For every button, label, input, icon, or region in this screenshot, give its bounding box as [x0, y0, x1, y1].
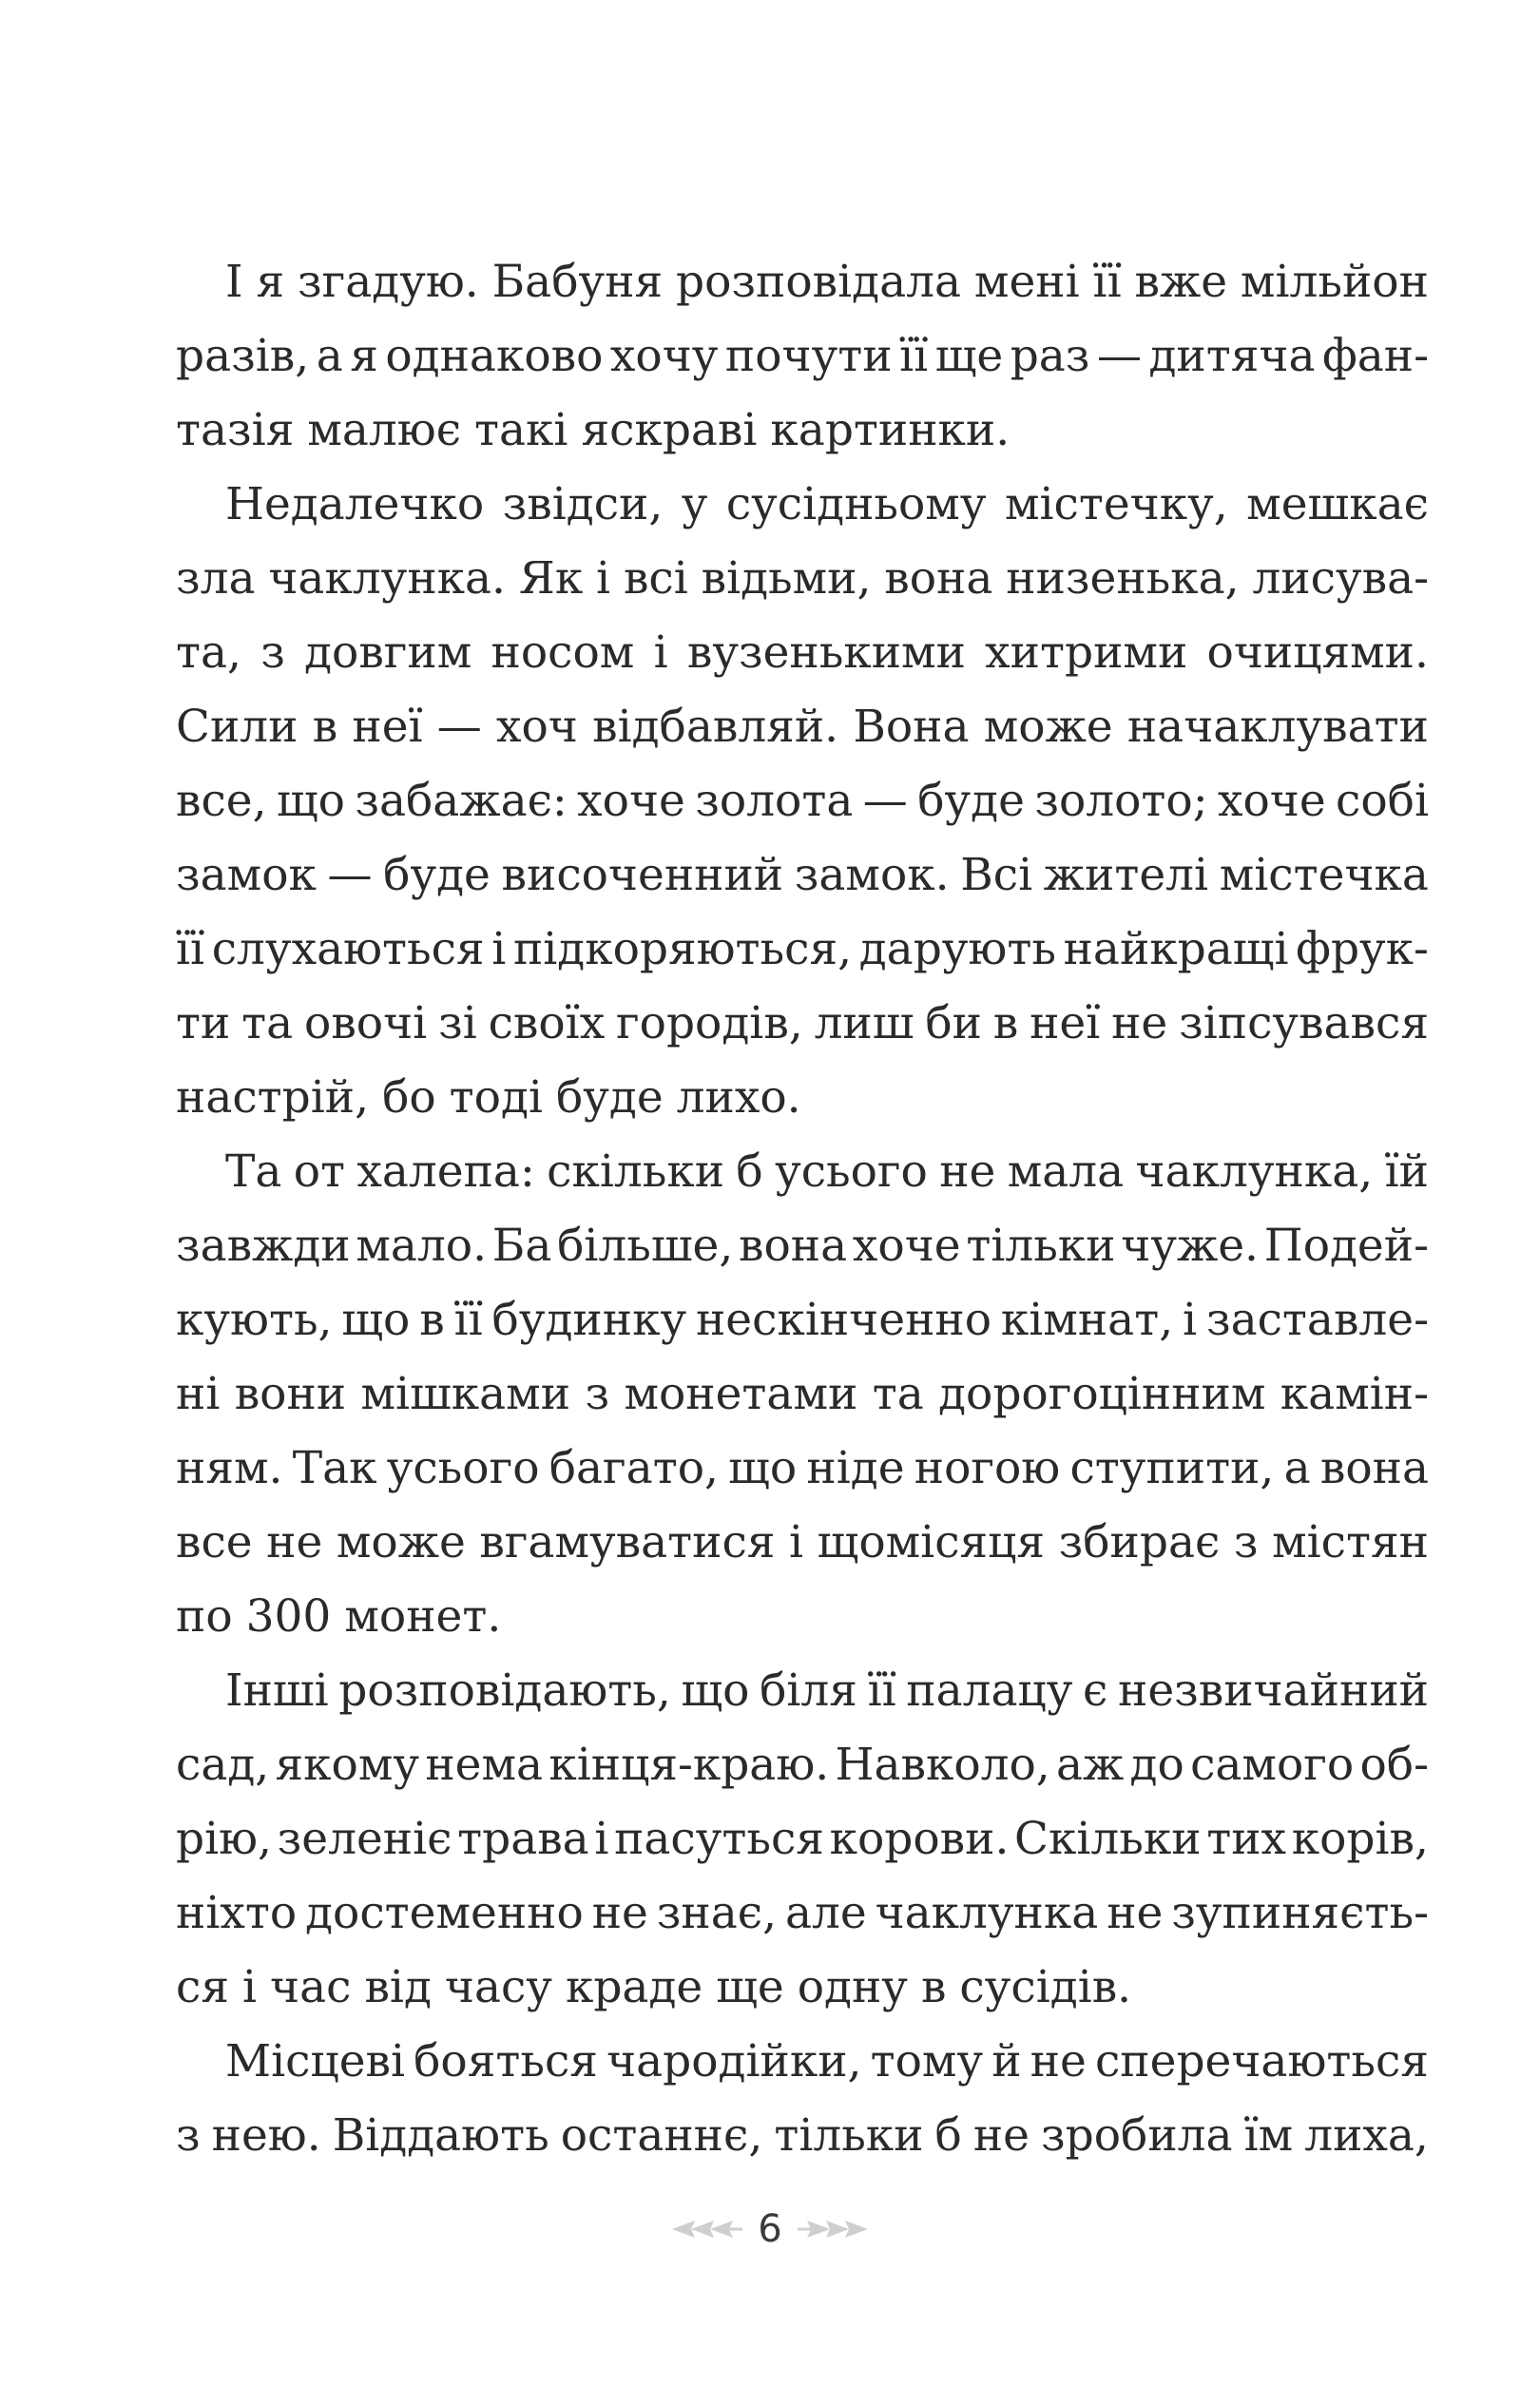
word: не — [1030, 2035, 1087, 2088]
word: в — [419, 1294, 445, 1346]
word: — — [436, 701, 482, 753]
text-line — [176, 1728, 1429, 1802]
word: слухаються — [211, 923, 485, 975]
word: такі — [474, 404, 568, 456]
word: розповідала — [676, 256, 962, 308]
word: бояться — [414, 2035, 598, 2088]
text-line — [176, 1283, 1429, 1357]
word: Навколо, — [835, 1739, 1050, 1791]
text-line — [176, 394, 1429, 468]
text-line — [176, 1951, 1429, 2025]
word: чаклунка, — [1135, 1145, 1374, 1198]
word: лихо. — [676, 1071, 801, 1124]
text-line — [176, 987, 1429, 1061]
word: рію, — [176, 1813, 272, 1865]
word: Так — [292, 1442, 377, 1494]
word: не — [1111, 997, 1168, 1049]
word: дарують — [858, 923, 1056, 975]
word: і — [594, 1813, 609, 1865]
word: — — [1096, 330, 1142, 382]
word: і — [789, 1516, 804, 1568]
word: підкоряються, — [512, 923, 853, 975]
word: замок. — [794, 849, 950, 901]
word: замок — [176, 849, 317, 901]
word: настрій, — [176, 1071, 370, 1124]
word: золото; — [1034, 775, 1208, 827]
word: якому — [275, 1739, 420, 1791]
word: тих — [1206, 1813, 1287, 1865]
word: від — [364, 1961, 432, 2013]
word: вони — [234, 1368, 347, 1420]
word: Інші — [225, 1664, 329, 1717]
word: що — [728, 1442, 798, 1494]
word: фан- — [1321, 330, 1429, 382]
word: і — [596, 552, 611, 605]
word: халепа: — [356, 1145, 535, 1198]
word: Ба — [491, 1220, 552, 1272]
word: пасуться — [614, 1813, 824, 1865]
word: малює — [307, 404, 462, 456]
text-line — [176, 764, 1429, 838]
word: щомісяця — [817, 1516, 1046, 1568]
word: сперечаються — [1094, 2035, 1429, 2088]
word: що — [341, 1294, 411, 1346]
right-ornament-icon — [796, 2218, 870, 2241]
text-line — [176, 1432, 1429, 1506]
text-line — [176, 1654, 1429, 1728]
word: Недалечко — [225, 478, 485, 530]
word: мішками — [360, 1368, 571, 1420]
word: довгим — [304, 626, 472, 679]
word: не — [939, 1145, 996, 1198]
word: згадую. — [298, 256, 479, 308]
word: І — [225, 256, 243, 308]
word: хитрими — [985, 626, 1188, 679]
text-line — [176, 838, 1429, 913]
word: от — [293, 1145, 346, 1198]
word: містечку, — [1004, 478, 1228, 530]
word: яскраві — [581, 404, 758, 456]
word: лисува- — [1252, 552, 1429, 605]
word: лиха, — [1304, 2109, 1429, 2162]
word: з — [585, 1368, 610, 1420]
word: кінця-краю. — [549, 1739, 830, 1791]
word: ти — [176, 997, 231, 1049]
word: буде — [383, 849, 491, 901]
word: золота — [695, 775, 854, 827]
word: низенька, — [1006, 552, 1240, 605]
word: ступити, — [1069, 1442, 1275, 1494]
word: лиш — [814, 997, 914, 1049]
word: може — [336, 1516, 466, 1568]
word: корови. — [829, 1813, 1010, 1865]
word: мені — [973, 256, 1080, 308]
word: чародійки, — [606, 2035, 862, 2088]
text-line — [176, 1580, 1429, 1654]
word: зробила — [1041, 2109, 1233, 2162]
word: самого — [1190, 1739, 1355, 1791]
word: однаково — [385, 330, 604, 382]
word: будинку — [491, 1294, 687, 1346]
text-line — [176, 2025, 1429, 2099]
word: би — [925, 997, 982, 1049]
word: сад, — [176, 1739, 270, 1791]
word: нескінченно — [695, 1294, 992, 1346]
word: ням. — [176, 1442, 283, 1494]
word: багато, — [549, 1442, 719, 1494]
word: чаклунка. — [268, 552, 507, 605]
word: все, — [176, 775, 267, 827]
word: нема — [425, 1739, 544, 1791]
word: до — [1129, 1739, 1184, 1791]
word: все — [176, 1516, 253, 1568]
word: їм — [1243, 2109, 1294, 2162]
word: хоч — [496, 701, 578, 753]
word: не — [591, 1887, 648, 1939]
word: вона — [884, 552, 993, 605]
word: зеленіє — [277, 1813, 452, 1865]
word: її — [867, 1664, 896, 1717]
word: містечка — [1219, 849, 1429, 901]
page-number: 6 — [758, 2207, 782, 2251]
text-line — [176, 913, 1429, 987]
body-text — [176, 245, 1429, 2173]
word: її — [453, 1294, 483, 1346]
word: і — [653, 626, 668, 679]
word: її — [899, 330, 929, 382]
word: — — [862, 775, 908, 827]
word: сусідів. — [959, 1961, 1132, 2013]
word: а — [316, 330, 343, 382]
word: — — [327, 849, 373, 901]
word: зі — [438, 997, 477, 1049]
word: височенний — [501, 849, 784, 901]
word: не — [1107, 1887, 1164, 1939]
word: ся — [176, 1961, 229, 2013]
word: зіпсувався — [1179, 997, 1429, 1049]
word: об- — [1359, 1739, 1429, 1791]
word: ні — [176, 1368, 221, 1420]
word: я — [256, 256, 285, 308]
text-line — [176, 616, 1429, 690]
word: що — [276, 775, 345, 827]
word: сусідньому — [725, 478, 987, 530]
text-line — [176, 1135, 1429, 1209]
word: краде — [565, 1961, 703, 2013]
word: монет. — [344, 1590, 502, 1643]
word: усього — [775, 1145, 928, 1198]
word: і — [491, 923, 507, 975]
word: вже — [1134, 256, 1228, 308]
word: одну — [797, 1961, 908, 2013]
word: Та — [225, 1145, 282, 1198]
word: очицями. — [1206, 626, 1429, 679]
word: трава — [457, 1813, 589, 1865]
word: Як — [518, 552, 584, 605]
left-ornament-icon — [670, 2218, 744, 2241]
word: тазія — [176, 404, 295, 456]
word: і — [241, 1961, 258, 2013]
word: раз — [1010, 330, 1090, 382]
word: збирає — [1058, 1516, 1221, 1568]
text-line — [176, 468, 1429, 542]
word: Скільки — [1014, 1813, 1202, 1865]
word: завжди — [176, 1220, 351, 1272]
word: городів, — [616, 997, 803, 1049]
word: й — [991, 2035, 1022, 2088]
word: усього — [386, 1442, 540, 1494]
word: Сили — [176, 701, 298, 753]
word: є — [1083, 1664, 1108, 1717]
text-line — [176, 1061, 1429, 1135]
word: з — [260, 626, 285, 679]
word: буде — [555, 1071, 664, 1124]
word: скільки — [547, 1145, 725, 1198]
word: носом — [491, 626, 635, 679]
word: ногою — [914, 1442, 1061, 1494]
word: Вона — [853, 701, 970, 753]
word: з — [1233, 1516, 1259, 1568]
word: зла — [176, 552, 256, 605]
word: тільки — [774, 2109, 924, 2162]
word: а — [1283, 1442, 1311, 1494]
word: б — [934, 2109, 962, 2162]
word: в — [920, 1961, 947, 2013]
word: час — [270, 1961, 352, 2013]
word: картинки. — [770, 404, 1011, 456]
word: начаклувати — [1126, 701, 1429, 753]
word: палацу — [906, 1664, 1073, 1717]
word: їй — [1384, 1145, 1429, 1198]
word: її — [1092, 256, 1122, 308]
text-line — [176, 1506, 1429, 1580]
word: неї — [1030, 997, 1101, 1049]
word: всі — [623, 552, 688, 605]
word: хоче — [852, 1220, 961, 1272]
word: неї — [352, 701, 423, 753]
word: заставле- — [1205, 1294, 1429, 1346]
word: своїх — [488, 997, 606, 1049]
word: не — [266, 1516, 323, 1568]
word: кімнат, — [1000, 1294, 1174, 1346]
word: дорогоцінним — [938, 1368, 1266, 1420]
word: вгамуватися — [479, 1516, 776, 1568]
word: більше, — [557, 1220, 734, 1272]
word: жителі — [1043, 849, 1209, 901]
word: бо — [382, 1071, 436, 1124]
word: ще — [934, 330, 1004, 382]
word: відьми, — [701, 552, 872, 605]
word: камін- — [1280, 1368, 1429, 1420]
word: монетами — [624, 1368, 858, 1420]
word: мало. — [356, 1220, 488, 1272]
word: достеменно — [305, 1887, 584, 1939]
word: найкращі — [1063, 923, 1289, 975]
word: часу — [444, 1961, 552, 2013]
word: Бабуня — [491, 256, 664, 308]
text-line — [176, 319, 1429, 394]
word: тільки — [966, 1220, 1116, 1272]
word: містян — [1272, 1516, 1429, 1568]
word: б — [736, 1145, 763, 1198]
word: фрук- — [1296, 923, 1429, 975]
text-line — [176, 1876, 1429, 1951]
word: в — [992, 997, 1019, 1049]
word: не — [972, 2109, 1030, 2162]
text-line — [176, 1209, 1429, 1283]
word: собі — [1336, 775, 1429, 827]
word: нею. — [211, 2109, 321, 2162]
word: та, — [176, 626, 241, 679]
word: розповідають, — [338, 1664, 671, 1717]
word: тоді — [449, 1071, 543, 1124]
text-line — [176, 1802, 1429, 1876]
word: забажає: — [355, 775, 568, 827]
word: знає, — [656, 1887, 778, 1939]
word: Подей- — [1263, 1220, 1429, 1272]
word: у — [681, 478, 708, 530]
word: по — [176, 1590, 233, 1643]
word: вузенькими — [686, 626, 966, 679]
word: почути — [724, 330, 893, 382]
word: хочу — [609, 330, 719, 382]
text-line — [176, 690, 1429, 764]
word: Місцеві — [225, 2035, 406, 2088]
word: незвичайний — [1118, 1664, 1429, 1717]
word: 300 — [245, 1590, 332, 1643]
text-line — [176, 1357, 1429, 1432]
word: її — [176, 923, 205, 975]
word: чаклунка — [875, 1887, 1099, 1939]
word: хоче — [1217, 775, 1326, 827]
word: Віддають — [332, 2109, 549, 2162]
page-folio — [0, 2207, 1540, 2251]
word: кують, — [176, 1294, 333, 1346]
word: аж — [1056, 1739, 1125, 1791]
word: з — [176, 2109, 201, 2162]
word: вона — [1319, 1442, 1429, 1494]
word: разів, — [176, 330, 310, 382]
word: ніде — [806, 1442, 905, 1494]
word: останнє, — [560, 2109, 763, 2162]
word: вона — [739, 1220, 848, 1272]
word: та — [241, 997, 294, 1049]
word: мешкає — [1246, 478, 1429, 530]
word: я — [350, 330, 378, 382]
word: біля — [760, 1664, 857, 1717]
word: в — [312, 701, 338, 753]
word: ще — [716, 1961, 784, 2013]
word: зупиняєть- — [1171, 1887, 1429, 1939]
word: тому — [870, 2035, 984, 2088]
word: та — [872, 1368, 924, 1420]
word: але — [784, 1887, 867, 1939]
word: може — [983, 701, 1113, 753]
word: хоче — [577, 775, 685, 827]
text-line — [176, 245, 1429, 319]
word: мільйон — [1240, 256, 1429, 308]
word: чуже. — [1121, 1220, 1259, 1272]
word: мала — [1007, 1145, 1125, 1198]
word: овочі — [304, 997, 428, 1049]
word: що — [681, 1664, 750, 1717]
word: відбавляй. — [592, 701, 839, 753]
word: звідси, — [502, 478, 664, 530]
word: Всі — [960, 849, 1033, 901]
text-line — [176, 2099, 1429, 2173]
word: корів, — [1291, 1813, 1429, 1865]
word: і — [1183, 1294, 1198, 1346]
word: буде — [917, 775, 1025, 827]
word: ніхто — [176, 1887, 298, 1939]
text-line — [176, 542, 1429, 616]
word: дитяча — [1148, 330, 1316, 382]
